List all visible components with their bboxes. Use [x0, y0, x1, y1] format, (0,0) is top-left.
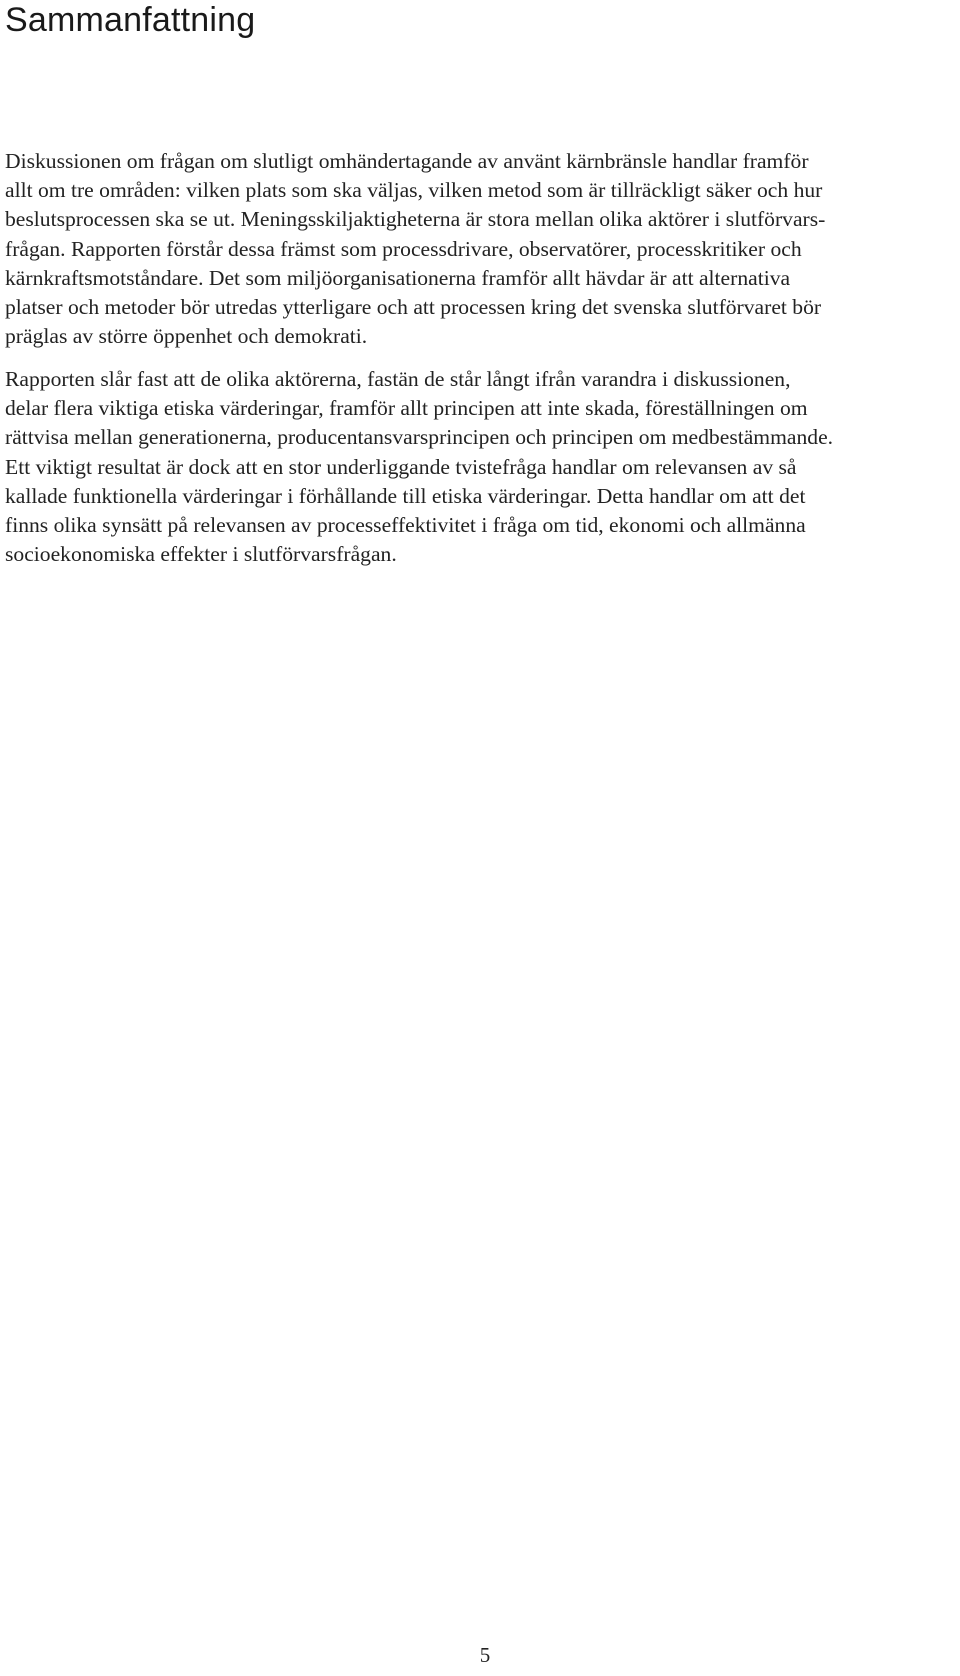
paragraph-line: kärnkraftsmotståndare. Det som miljöorganisationerna framför allt hävdar är att alternativa: [5, 265, 791, 290]
paragraph-line: kallade funktionella värderingar i förhållande till etiska värderingar. Detta handlar om att det: [5, 483, 806, 508]
paragraph-line: Ett viktigt resultat är dock att en stor underliggande tvistefråga handlar om relevansen av så: [5, 454, 797, 479]
paragraph-line: allt om tre områden: vilken plats som ska väljas, vilken metod som är tillräckligt säker och hur: [5, 178, 823, 203]
paragraph-line: rättvisa mellan generationerna, producentansvarsprincipen och principen om medbestämmande.: [5, 425, 834, 450]
paragraph-2: [5, 365, 960, 569]
paragraph-line: delar flera viktiga etiska värderingar, framför allt principen att inte skada, föreställningen om: [5, 396, 808, 421]
paragraph-line: finns olika synsätt på relevansen av processeffektivitet i fråga om tid, ekonomi och allmänna: [5, 513, 806, 538]
paragraph-line: platser och metoder bör utredas ytterligare och att processen kring det svenska slutförvaret bör: [5, 295, 822, 320]
page-number: 5: [479, 1643, 491, 1667]
paragraph-line: frågan. Rapporten förstår dessa främst som processdrivare, observatörer, processkritiker och: [5, 236, 802, 261]
paragraph-line: präglas av större öppenhet och demokrati.: [5, 324, 368, 349]
paragraph-line: Rapporten slår fast att de olika aktörerna, fastän de står långt ifrån varandra i diskussionen,: [5, 367, 791, 391]
paragraph-line: beslutsprocessen ska se ut. Meningsskiljaktigheterna är stora mellan olika aktörer i slutförvars-: [5, 207, 826, 232]
paragraph-1: [5, 147, 960, 351]
paragraph-line: Diskussionen om frågan om slutligt omhändertagande av använt kärnbränsle handlar framför: [5, 149, 809, 173]
page-title: Sammanfattning: [5, 1, 256, 39]
paragraph-line: socioekonomiska effekter i slutförvarsfrågan.: [5, 542, 397, 567]
